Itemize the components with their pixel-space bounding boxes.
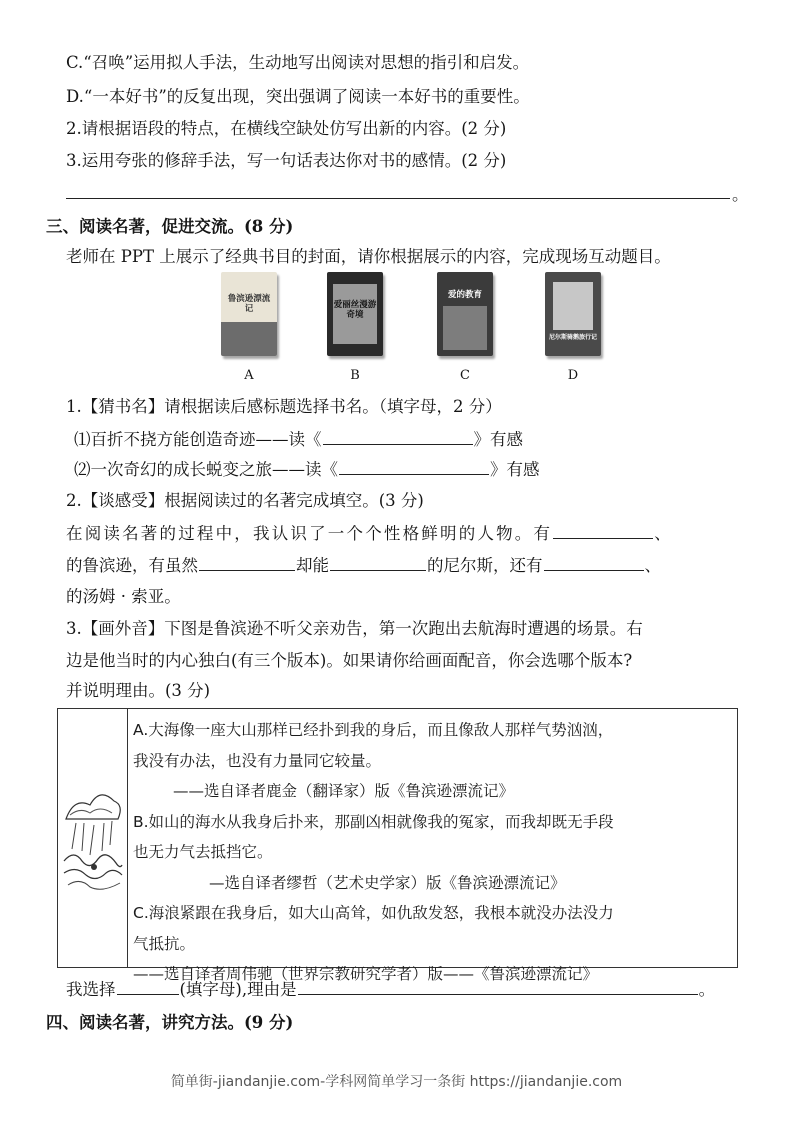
- book-cover-a: [221, 272, 277, 356]
- monologue-versions: [133, 715, 731, 990]
- storm-sea-illustration: [60, 779, 126, 899]
- book-cover-d-art: [553, 282, 593, 330]
- answer-line: [66, 198, 730, 199]
- s3-q2-l2-b: 却能: [296, 556, 329, 575]
- version-c-source: ——选自译者周伟驰（世界宗教研究学者）版——《鲁滨逊漂流记》: [133, 965, 599, 983]
- option-c: C.“召唤”运用拟人手法，生动地写出阅读对思想的指引和启发。: [66, 53, 530, 72]
- s3-q2-l2-c: 的尼尔斯，还有: [427, 556, 543, 575]
- page-footer: 简单街-jiandanjie.com-学科网简单学习一条街 https://jiandanjie.com: [170, 1074, 623, 1090]
- s3-q2-blank-4[interactable]: [544, 554, 644, 571]
- choice-blank[interactable]: [117, 978, 179, 995]
- version-a-line1: A.大海像一座大山那样已经扑到我的身后，而且像敌人那样气势汹汹，: [133, 721, 614, 739]
- book-cover-b-title: 爱丽丝漫游奇境: [333, 300, 377, 320]
- version-c-line1: C.海浪紧跟在我身后，如大山高耸，如仇敌发怒，我根本就没办法没力: [133, 904, 614, 922]
- s3-q2-line3: 的汤姆 · 索亚。: [66, 587, 181, 606]
- book-cover-b: [327, 272, 383, 356]
- s3-q2-blank-3[interactable]: [330, 554, 426, 571]
- s3-q2-l2-end: 、: [644, 556, 661, 575]
- version-b-line1: B.如山的海水从我身后扑来，那副凶相就像我的冤家，而我却既无手段: [133, 812, 614, 831]
- monologue-table: [57, 708, 738, 983]
- s3-q1-b-pre: ⑵一次奇幻的成长蜕变之旅——读《: [74, 460, 338, 479]
- section-4-title: 四、阅读名著，讲究方法。(9 分): [46, 1013, 294, 1032]
- book-letter-b: B: [350, 368, 360, 383]
- s3-q2-head: 2.【谈感受】根据阅读过的名著完成填空。(3 分): [66, 491, 424, 510]
- answer-line-period: 。: [732, 185, 749, 204]
- reason-blank[interactable]: [298, 978, 698, 995]
- book-cover-c: [437, 272, 493, 356]
- book-cover-c-art: [443, 306, 487, 350]
- s3-q3-line3: 并说明理由。(3 分): [66, 681, 211, 700]
- book-letter-d: D: [567, 368, 579, 383]
- storm-illustration-cell: [58, 709, 128, 967]
- s3-q1-b: [74, 458, 540, 481]
- s3-q2-l1-end: 、: [654, 524, 671, 543]
- s3-q2-l1-text: 在阅读名著的过程中，我认识了一个个性格鲜明的人物。有: [66, 524, 553, 543]
- s3-q2-blank-2[interactable]: [199, 554, 295, 571]
- question-3: 3.运用夸张的修辞手法，写一句话表达你对书的感情。(2 分): [66, 151, 507, 170]
- section-3-intro: 老师在 PPT 上展示了经典书目的封面，请你根据展示的内容，完成现场互动题目。: [66, 247, 671, 266]
- version-b-line2: 也无力气去抵挡它。: [133, 843, 273, 861]
- s3-q3-line2: 边是他当时的内心独白(有三个版本)。如果请你给画面配音，你会选哪个版本?: [66, 651, 633, 670]
- s3-q2-l2-a: 的鲁滨逊，有虽然: [66, 556, 198, 575]
- book-cover-c-title: 爱的教育: [447, 290, 482, 300]
- section-3-title: 三、阅读名著，促进交流。(8 分): [46, 217, 294, 236]
- book-letter-a: A: [244, 368, 254, 383]
- s3-q1-a-pre: ⑴百折不挠方能创造奇迹——读《: [74, 430, 322, 449]
- s3-q1-a-post: 》有感: [473, 430, 523, 449]
- s3-q1-a: [74, 428, 523, 451]
- s3-q1-b-blank[interactable]: [339, 458, 489, 475]
- s3-q3-answer-pre: 我选择: [66, 980, 116, 999]
- book-letter-c: C: [460, 368, 470, 383]
- question-2: 2.请根据语段的特点，在横线空缺处仿写出新的内容。(2 分): [66, 119, 507, 138]
- version-c-line2: 气抵抗。: [133, 934, 196, 953]
- s3-q1-a-blank[interactable]: [323, 428, 473, 445]
- s3-q2-line2: [66, 554, 661, 577]
- s3-q1-b-post: 》有感: [490, 460, 540, 479]
- book-cover-a-title: 鲁滨逊漂流记: [227, 294, 271, 314]
- s3-q1-head: 1.【猜书名】请根据读后感标题选择书名。（填字母，2 分）: [66, 397, 502, 416]
- option-d: D.“一本好书”的反复出现，突出强调了阅读一本好书的重要性。: [66, 87, 530, 106]
- version-a-source: ——选自译者鹿金（翻译家）版《鲁滨逊漂流记》: [173, 782, 515, 800]
- book-cover-d-title: 尼尔斯骑鹅旅行记: [549, 334, 598, 341]
- version-b-source: —选自译者缪哲（艺术史学家）版《鲁滨逊漂流记》: [209, 873, 566, 892]
- book-covers: [215, 268, 610, 390]
- book-cover-d: [545, 272, 601, 356]
- s3-q3-line1: 3.【画外音】下图是鲁滨逊不听父亲劝告，第一次跑出去航海时遭遇的场景。右: [66, 619, 643, 638]
- book-cover-a-art: [221, 322, 277, 356]
- s3-q3-answer-mid: (填字母),理由是: [179, 980, 297, 999]
- s3-q3-answer: [66, 978, 715, 1001]
- version-a-line2: 我没有办法，也没有力量同它较量。: [133, 751, 382, 770]
- s3-q2-line1: [66, 522, 671, 545]
- s3-q3-answer-end: 。: [698, 980, 716, 999]
- s3-q2-blank-1[interactable]: [553, 522, 653, 539]
